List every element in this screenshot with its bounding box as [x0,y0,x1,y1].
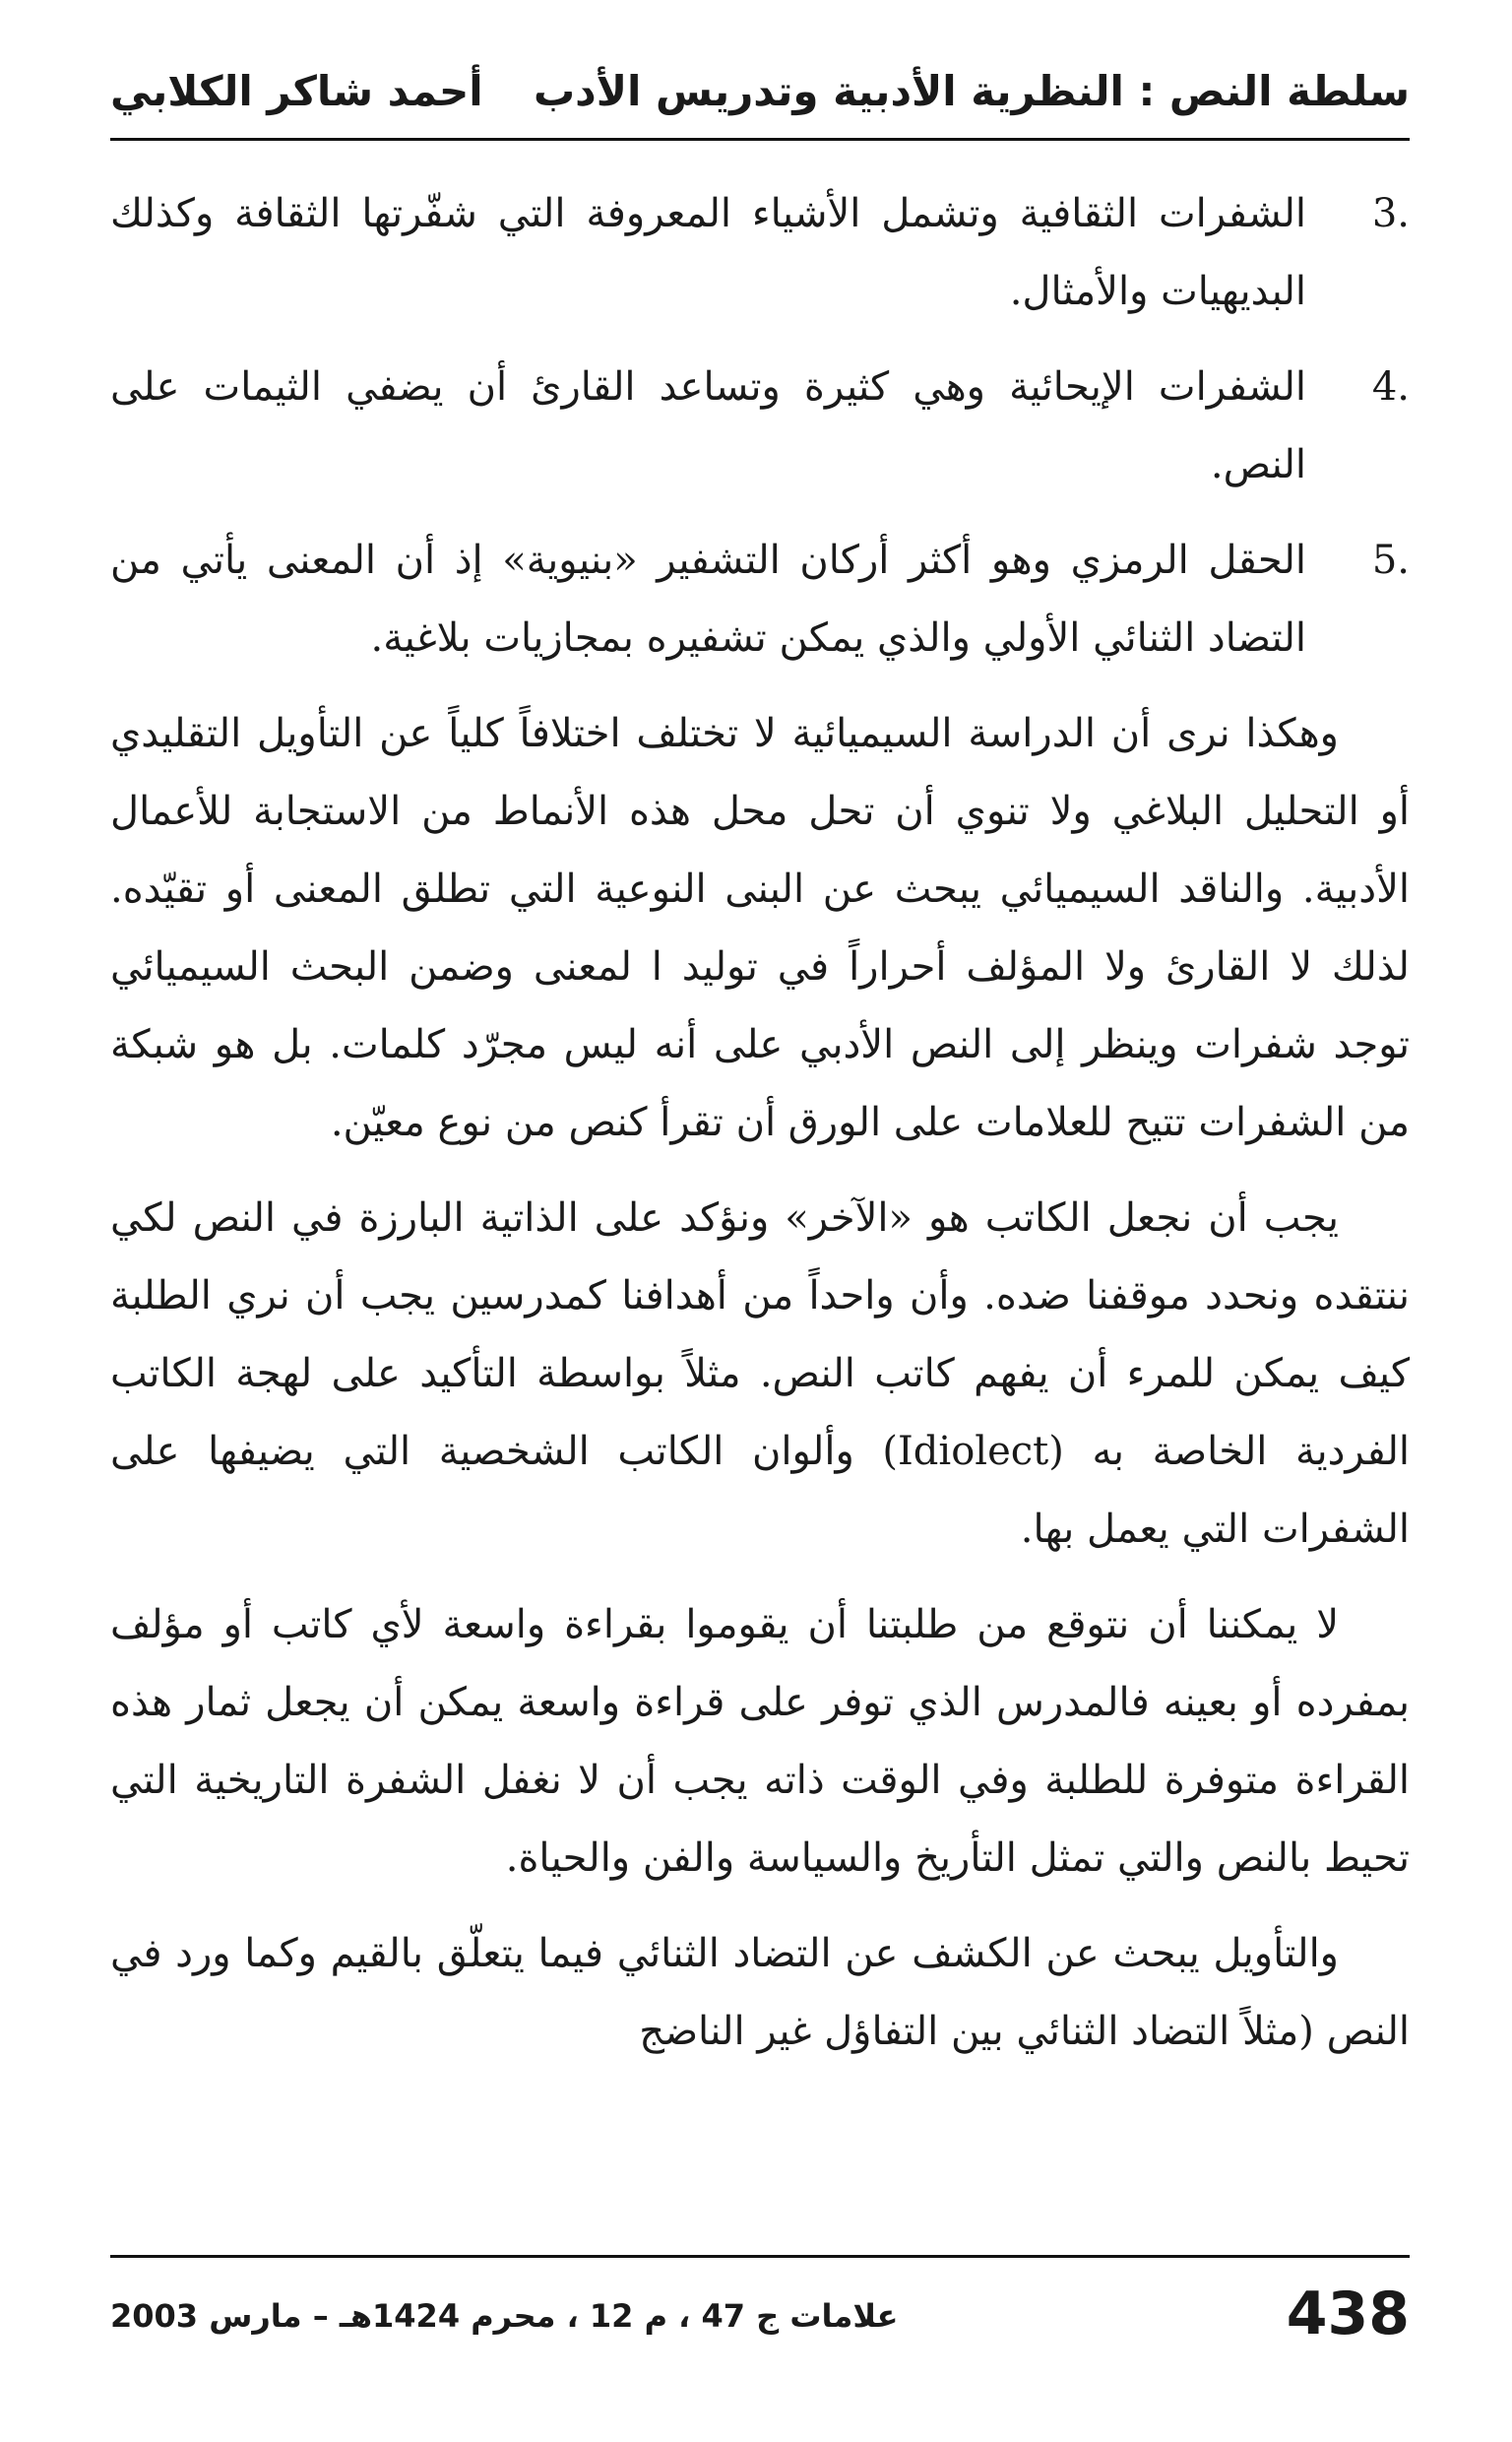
list-item [110,175,1410,331]
list-item-text: الحقل الرمزي وهو أكثر أركان التشفير «بنيوية» إذ أن المعنى يأتي من التضاد الثنائي الأولي والذي يمكن تشفيره بمجازيات بلاغية. [110,538,1306,661]
list-item [110,349,1410,504]
page-footer [110,2280,1410,2358]
list-item-number: 4. [1371,364,1410,410]
paragraph: لا يمكننا أن نتوقع من طلبتنا أن يقوموا بقراءة واسعة لأي كاتب أو مؤلف بمفرده أو بعينه فالمدرس الذي توفر على قراءة واسعة يمكن أن يجعل ثمار هذه القراءة متوفرة للطلبة وفي الوقت ذاته يجب أن لا نغفل الشفرة التاريخية التي تحيط بالنص والتي تمثل التأريخ والسياسة والفن والحياة. [110,1602,1410,1881]
body-text [110,175,1410,2089]
list-item-text: الشفرات الإيحائية وهي كثيرة وتساعد القارئ أن يضفي الثيمات على النص. [110,364,1306,487]
page-number: 438 [1286,2280,1410,2348]
list-item-number: 3. [1371,191,1410,236]
book-title: سلطة النص : النظرية الأدبية وتدريس الأدب [533,67,1410,115]
running-header [110,57,1410,126]
paragraph: وهكذا نرى أن الدراسة السيميائية لا تختلف اختلافاً كلياً عن التأويل التقليدي أو التحليل البلاغي ولا تنوي أن تحل محل هذه الأنماط من الاستجابة للأعمال الأدبية. والناقد السيميائي يبحث عن البنى النوعية التي تطلق المعنى أو تقيّده. لذلك لا القارئ ولا المؤلف أحراراً في توليد ا لمعنى وضمن البحث السيميائي توجد شفرات وينظر إلى النص الأدبي على أنه ليس مجرّد كلمات. بل هو شبكة من الشفرات تتيح للعلامات على الورق أن تقرأ كنص من نوع معيّن. [110,711,1410,1145]
header-divider [110,138,1410,141]
list-item [110,522,1410,677]
author-name: أحمد شاكر الكلابي [110,67,483,115]
list-item-text: الشفرات الثقافية وتشمل الأشياء المعروفة التي شفّرتها الثقافة وكذلك البديهيات والأمثال. [110,191,1306,314]
list-item-number: 5. [1371,538,1410,583]
journal-info: علامات ج 47 ، م 12 ، محرم 1424هـ – مارس 2003 [110,2297,899,2335]
paragraph: يجب أن نجعل الكاتب هو «الآخر» ونؤكد على الذاتية البارزة في النص لكي ننتقده ونحدد موقفنا ضده. وأن واحداً من أهدافنا كمدرسين يجب أن نري الطلبة كيف يمكن للمرء أن يفهم كاتب النص. مثلاً بواسطة التأكيد على لهجة الكاتب الفردية الخاصة به (Idiolect) وألوان الكاتب الشخصية التي يضيفها على الشفرات التي يعمل بها. [110,1195,1410,1552]
paragraph: والتأويل يبحث عن الكشف عن التضاد الثنائي فيما يتعلّق بالقيم وكما ورد في النص (مثلاً التضاد الثنائي بين التفاؤل غير الناضج [110,1931,1410,2054]
footer-divider [110,2255,1410,2258]
